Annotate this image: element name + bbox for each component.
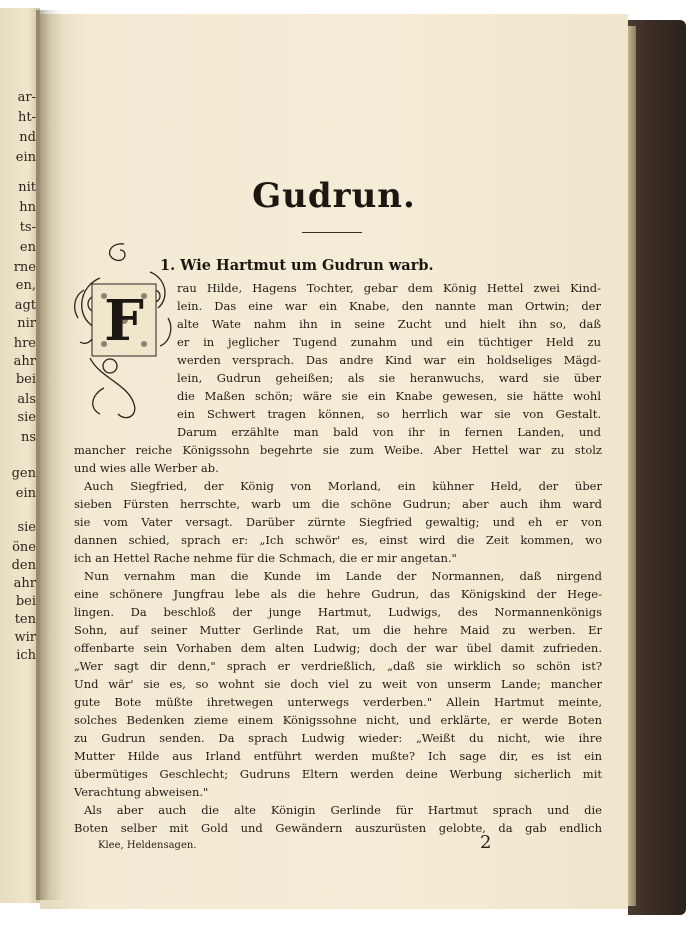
page-number: 2 <box>480 832 492 853</box>
left-page-fragment: agt <box>14 298 36 313</box>
text-line: offenbarte sein Vorhaben dem alten Ludwig; doch der war übel damit zufrieden. <box>74 641 602 655</box>
left-page-fragment: gen <box>11 466 36 481</box>
text-line: Darum erzählte man bald von ihr in fernen Landen, und <box>177 425 601 439</box>
text-line: zu Gudrun senden. Da sprach Ludwig wieder: „Weißt du nicht, wie ihre <box>74 731 602 745</box>
page-title: Gudrun. <box>252 176 416 216</box>
chapter-heading: 1. Wie Hartmut um Gudrun warb. <box>160 257 434 274</box>
left-page-fragment: sie <box>17 520 36 535</box>
text-line: Verachtung abweisen." <box>74 785 209 799</box>
text-line: eine schönere Jungfrau lebe als die hehre Gudrun, das Königskind der Hege- <box>74 587 602 601</box>
left-page-fragment: hre <box>13 336 36 351</box>
text-line: übermütiges Geschlecht; Gudruns Eltern werden deine Werbung sicherlich mit <box>74 767 602 781</box>
left-page-fragment: hn <box>19 200 36 215</box>
left-page-fragment: als <box>17 392 36 407</box>
text-line: werden versprach. Das andre Kind war ein holdseliges Mägd- <box>177 353 601 367</box>
text-line: lein, Gudrun geheißen; als sie heranwuchs, ward sie über <box>177 371 601 385</box>
left-page-fragment: nd <box>19 130 36 145</box>
book-cover <box>628 20 686 915</box>
text-line: alte Wate nahm ihn in seine Zucht und hielt ihn so, daß <box>177 317 601 331</box>
text-line: sieben Fürsten herrschte, warb um die schöne Gudrun; aber auch ihm ward <box>74 497 602 511</box>
left-page-fragment: en <box>19 240 36 255</box>
text-line: mancher reiche Königssohn begehrte sie zum Weibe. Aber Hettel war zu stolz <box>74 443 602 457</box>
text-line: solches Bedenken zieme einem Königssohne nicht, und erklärte, er werde Boten <box>74 713 602 727</box>
text-line: Auch Siegfried, der König von Morland, ein kühner Held, der über <box>84 479 602 493</box>
left-page-fragment: ar- <box>17 90 36 105</box>
left-page-fragment: öne <box>12 540 36 555</box>
text-line: dannen schied, sprach er: „Ich schwör' es, einst wird die Zeit kommen, wo <box>74 533 602 547</box>
left-page-fragment: ns <box>20 430 36 445</box>
left-page-fragment: ahr <box>13 354 36 369</box>
text-line: Boten selber mit Gold und Gewändern auszurüsten gelobte, da gab endlich <box>74 821 602 835</box>
text-line: ich an Hettel Rache nehme für die Schmach, die er mir angetan." <box>74 551 457 565</box>
text-line: und wies alle Werber ab. <box>74 461 219 475</box>
text-line: Sohn, auf seiner Mutter Gerlinde Rat, um die hehre Maid zu werben. Er <box>74 623 602 637</box>
left-page-fragment: nit <box>18 180 36 195</box>
text-line: er in jeglicher Tugend zunahm und ein tüchtiger Held zu <box>177 335 601 349</box>
text-line: Als aber auch die alte Königin Gerlinde für Hartmut sprach und die <box>84 803 602 817</box>
left-page-fragment: ahr <box>13 576 36 591</box>
left-page-fragment: ein <box>15 486 36 501</box>
left-page-fragment: wir <box>14 630 36 645</box>
left-page-fragment: rne <box>13 260 36 275</box>
text-line: lingen. Da beschloß der junge Hartmut, Ludwigs, des Normannenkönigs <box>74 605 602 619</box>
left-page-fragment: ich <box>16 648 36 663</box>
footer-signature: Klee, Heldensagen. <box>98 840 197 851</box>
text-line: Mutter Hilde aus Irland entführt werden mußte? Ich sage dir, es ist ein <box>74 749 602 763</box>
text-line: Und wär' sie es, so wohnt sie doch viel zu weit von unserm Lande; mancher <box>74 677 602 691</box>
left-page-fragment: den <box>11 558 36 573</box>
left-page-fragment: bei <box>15 372 36 387</box>
left-page-fragment: ten <box>14 612 36 627</box>
ornamental-initial-icon <box>70 238 176 424</box>
spine-shadow <box>36 10 64 900</box>
left-page-fragment: ein <box>15 150 36 165</box>
text-line: gute Bote müßte ihretwegen unterwegs verderben." Allein Hartmut meinte, <box>74 695 602 709</box>
left-page-fragment: ht- <box>18 110 36 125</box>
left-page-fragment: ts- <box>19 220 36 235</box>
text-line: rau Hilde, Hagens Tochter, gebar dem König Hettel zwei Kind- <box>177 281 601 295</box>
title-divider <box>302 232 362 233</box>
text-line: „Wer sagt dir denn," sprach er verdrießlich, „daß sie wirklich so schön ist? <box>74 659 602 673</box>
book-page <box>40 14 628 909</box>
left-page-fragment: nir <box>17 316 36 331</box>
text-line: ein Schwert tragen können, so herrlich war sie von Gestalt. <box>177 407 601 421</box>
text-line: Nun vernahm man die Kunde im Lande der Normannen, daß nirgend <box>84 569 602 583</box>
left-page <box>0 8 40 903</box>
text-line: lein. Das eine war ein Knabe, den nannte man Ortwin; der <box>177 299 601 313</box>
text-line: sie vom Vater versagt. Darüber zürnte Siegfried gewaltig; und eh er von <box>74 515 602 529</box>
left-page-fragment: sie <box>17 410 36 425</box>
text-line: die Maßen schön; wäre sie ein Knabe gewesen, sie hätte wohl <box>177 389 601 403</box>
left-page-fragment: en, <box>15 278 36 293</box>
left-page-fragment: bei <box>15 594 36 609</box>
initial-letter: F <box>104 288 144 354</box>
